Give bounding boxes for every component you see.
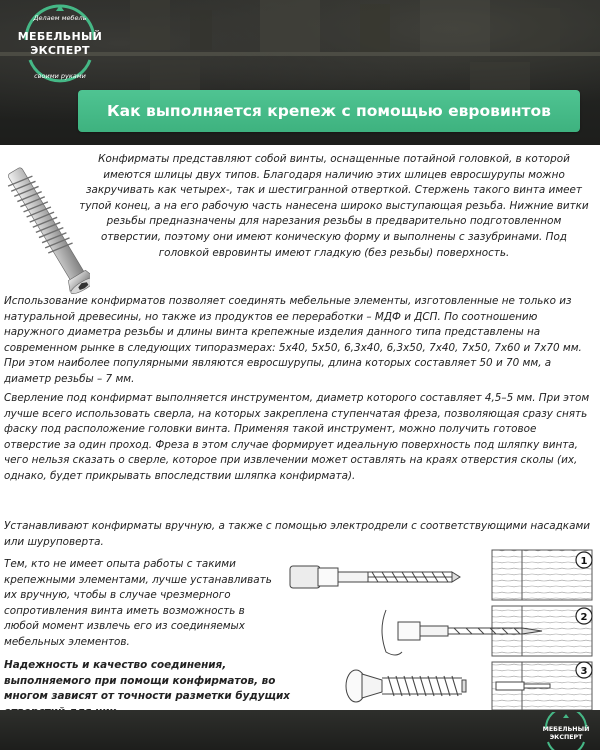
footer-logo[interactable] <box>538 712 594 750</box>
title-bar <box>78 90 580 132</box>
paragraph-installation: Устанавливают конфирматы вручную, а также с помощью электродрели с соответствующими насадками или шуруповерта. <box>4 520 591 548</box>
logo-line2: ЭКСПЕРТ <box>30 44 90 57</box>
footer-bar <box>0 710 600 750</box>
header-banner <box>0 0 600 145</box>
step-1-drill <box>290 550 592 600</box>
logo-arc-bottom-text: своими руками <box>34 72 86 80</box>
logo-arc-top-text: Делаем мебель <box>33 14 87 22</box>
paragraph-drilling: Сверление под конфирмат выполняется инструментом, диаметр которого составляет 4,5–5 мм. При этом лучше всего использовать сверла, на которых закреплена ступенчатая фреза, позволяющая сразу снять фаску под расположение головки винта. Применяя такой инструмент, можно получить готовое отверстие за один проход. Фреза в этом случае формирует идеальную поверхность под шляпку винта, чего нельзя сказать о сверле, которое при извлечении может оставлять на краях отверстия сколы (их, однако, будет прикрывать впоследствии шляпка конфирмата). <box>4 392 590 482</box>
paragraph-reliability: Надежность и качество соединения, выполняемого при помощи конфирматов, во многом зависят от точности разметки будущих <box>4 659 290 703</box>
paragraph-sizes: Использование конфирматов позволяет соединять мебельные элементы, изготовленные не только из натуральной древесины, но также из продуктов ее переработки – МДФ и ДСП. По соотношению наружного диаметра резьбы и длины винта крепежные изделия данного типа представлены на современном рынке в следующих типоразмерах: 5х40, 5х50, 6,3х40, 6,3х50, 7х40, 7х50, 7х60 и 7х70 мм. При этом наиболее популярными являются евроcшурупы, длина которых составляет 50 и 70 мм, а диаметр резьбы – 7 мм. <box>4 295 582 385</box>
paragraph-intro: Конфирматы представляют собой винты, оснащенные потайной головкой, в которой имеются шлицы двух типов. Благодаря наличию этих шлицев евроcшурупы можно закручивать как четырех-, так и шестигранной отверткой. Стержень такого винта имеет тупой конец, а на его рабочую часть нанесена широко выступающая резьба. Нижние витки резьбы предназначены для нарезания резьбы в предварительно подготовленном отверстии, поэтому они имеют коническую форму и выполнены с зазубринами. Под головкой евровинты имеют гладкую (без резьбы) поверхность. <box>79 153 589 259</box>
installation-steps-diagram <box>286 548 598 712</box>
page-title: Как выполняется крепеж с помощью евровинтов <box>107 102 551 120</box>
brand-logo[interactable] <box>12 2 108 88</box>
step-3-screw-insert <box>346 662 592 710</box>
paragraph-manual-install: Тем, кто не имеет опыта работы с такими крепежными элементами, лучше устанавливать их вручную, чтобы в случае чрезмерного сопротивления винта иметь возможность в любой момент извлечь его из соединяемых мебельных элементов. <box>4 558 272 648</box>
footer-logo-line1: МЕБЕЛЬНЫЙ <box>542 726 590 733</box>
step-2-number: 2 <box>580 612 588 623</box>
step-3-number: 3 <box>580 666 588 677</box>
step-2-drilled-hole <box>382 606 592 656</box>
footer-logo-line2: ЭКСПЕРТ <box>549 734 583 741</box>
logo-line1: МЕБЕЛЬНЫЙ <box>17 30 103 43</box>
step-1-number: 1 <box>580 556 588 567</box>
